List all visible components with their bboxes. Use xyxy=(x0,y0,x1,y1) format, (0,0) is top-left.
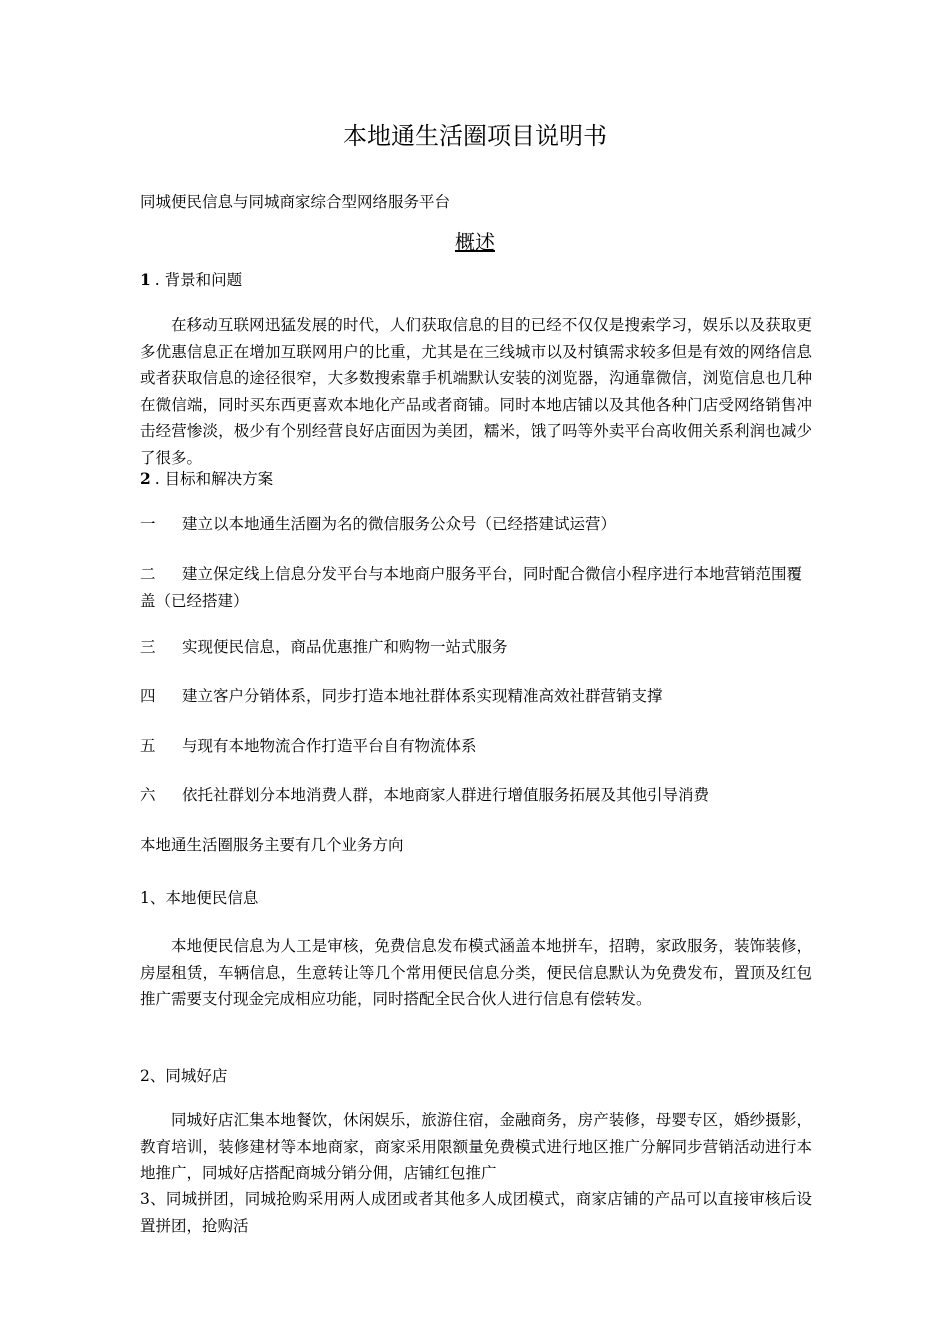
goal-number: 二 xyxy=(140,565,156,583)
business-paragraph-3: 3、同城拼团，同城抢购采用两人成团或者其他多人成团模式，商家店铺的产品可以直接审核后设置拼团，抢购活 xyxy=(140,1190,812,1235)
goal-text: 建立保定线上信息分发平台与本地商户服务平台，同时配合微信小程序进行本地营销范围覆盖（已经搭建） xyxy=(140,565,803,610)
business-heading-2: 2、同城好店 xyxy=(140,1067,228,1085)
goal-number: 五 xyxy=(140,737,156,755)
document-subtitle: 同城便民信息与同城商家综合型网络服务平台 xyxy=(140,193,451,211)
section1-number: 1 xyxy=(140,270,151,289)
goal-item xyxy=(140,782,812,809)
goal-text: 实现便民信息，商品优惠推广和购物一站式服务 xyxy=(182,638,508,656)
business-intro: 本地通生活圈服务主要有几个业务方向 xyxy=(140,836,404,854)
goal-item xyxy=(140,683,812,710)
goal-number: 一 xyxy=(140,515,156,533)
goal-number: 六 xyxy=(140,786,156,804)
section1-label: . 背景和问题 xyxy=(154,271,243,289)
goal-text: 依托社群划分本地消费人群，本地商家人群进行增值服务拓展及其他引导消费 xyxy=(182,786,710,804)
section1-paragraph: 在移动互联网迅猛发展的时代，人们获取信息的目的已经不仅仅是搜索学习，娱乐以及获取更多优惠信息正在增加互联网用户的比重，尤其是在三线城市以及村镇需求较多但是有效的网络信息或者获取信息的途径很窄，大多数搜索靠手机端默认安装的浏览器，沟通靠微信，浏览信息也几种在微信端，同时买东西更喜欢本地化产品或者商铺。同时本地店铺以及其他各种门店受网络销售冲击经营惨淡，极少有个别经营良好店面因为美团，糯米，饿了吗等外卖平台高收佣关系利润也减少了很多。 xyxy=(140,316,812,467)
section2-heading xyxy=(140,467,273,489)
goal-number: 三 xyxy=(140,638,156,656)
document-title: 本地通生活圈项目说明书 xyxy=(343,122,607,150)
goal-text: 建立以本地通生活圈为名的微信服务公众号（已经搭建试运营） xyxy=(182,515,617,533)
business-paragraph-2: 同城好店汇集本地餐饮，休闲娱乐，旅游住宿，金融商务，房产装修，母婴专区，婚纱摄影，教育培训，装修建材等本地商家，商家采用限额量免费模式进行地区推广分解同步营销活动进行本地推广，同城好店搭配商城分销分佣，店铺红包推广 xyxy=(140,1111,812,1182)
section2-label: . 目标和解决方案 xyxy=(154,470,274,488)
overview-heading: 概述 xyxy=(455,230,495,254)
goal-item xyxy=(140,634,812,661)
business-paragraph-1: 本地便民信息为人工是审核，免费信息发布模式涵盖本地拼车，招聘，家政服务，装饰装修，房屋租赁，车辆信息，生意转让等几个常用便民信息分类，便民信息默认为免费发布，置顶及红包推广需要支付现金完成相应功能，同时搭配全民合伙人进行信息有偿转发。 xyxy=(140,937,812,1008)
goal-item xyxy=(140,511,812,538)
goal-item xyxy=(140,733,812,760)
section2-number: 2 xyxy=(140,469,151,488)
goal-item xyxy=(140,561,812,614)
business-heading-1: 1、本地便民信息 xyxy=(140,889,259,907)
goal-text: 建立客户分销体系，同步打造本地社群体系实现精准高效社群营销支撑 xyxy=(182,687,663,705)
goal-text: 与现有本地物流合作打造平台自有物流体系 xyxy=(182,737,477,755)
goal-number: 四 xyxy=(140,687,156,705)
section1-heading xyxy=(140,268,242,290)
